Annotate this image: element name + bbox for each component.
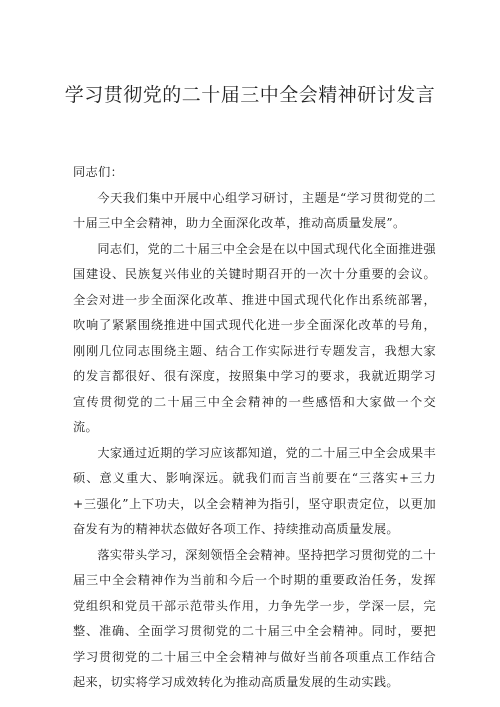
paragraph-intro: 今天我们集中开展中心组学习研讨，主题是“学习贯彻党的二十届三中全会精神，助力全面深化改革，推动高质量发展”。 bbox=[73, 190, 436, 230]
paragraph-significance: 同志们，党的二十届三中全会是在以中国式现代化全面推进强国建设、民族复兴伟业的关键时期召开的一次十分重要的会议。全会对进一步全面深化改革、推进中国式现代化作出系统部署，吹响了紧紧围绕推进中国式现代化进一步全面深化改革的号角，刚刚几位同志围绕主题、结合工作实际进行专题发言，我想大家的发言都很好、很有深度，按照集中学习的要求，我就近期学习宣传贯彻党的二十届三中全会精神的一些感悟和大家做一个交流。 bbox=[73, 241, 436, 434]
document-title: 学习贯彻党的二十届三中全会精神研讨发言 bbox=[64, 83, 436, 106]
paragraph-study-lead: 落实带头学习，深刻领悟全会精神。坚持把学习贯彻党的二十届三中全会精神作为当前和今后一个时期的重要政治任务，发挥党组织和党员干部示范带头作用，力争先学一步，学深一层，完整、准确、全面学习贯彻党的二十届三中全会精神。同时，要把学习贯彻党的二十届三中全会精神与做好当前各项重点工作结合起来，切实将学习成效转化为推动高质量发展的生动实践。 bbox=[73, 547, 436, 689]
document-body bbox=[73, 160, 436, 696]
salutation: 同志们： bbox=[73, 165, 124, 179]
paragraph-achievements: 大家通过近期的学习应该都知道，党的二十届三中全会成果丰硕、意义重大、影响深远。就我们而言当前要在“三落实+三力+三强化”上下功夫，以全会精神为指引，坚守职责定位，以更加奋发有为的精神状态做好各项工作、持续推动高质量发展。 bbox=[73, 445, 436, 536]
